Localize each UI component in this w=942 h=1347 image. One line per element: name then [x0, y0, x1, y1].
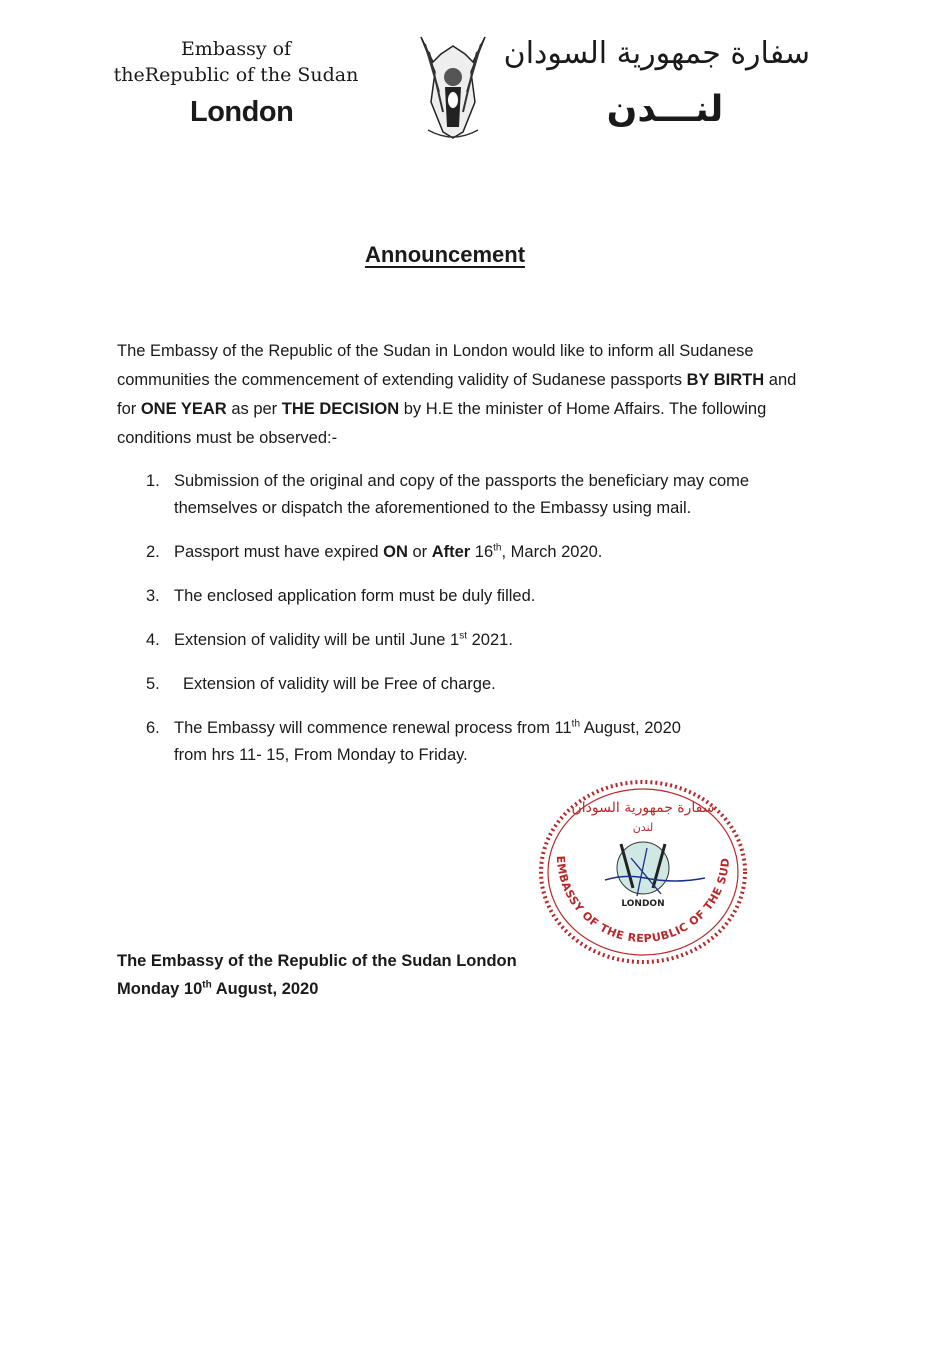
- footer-line1: The Embassy of the Republic of the Sudan London: [117, 952, 517, 970]
- condition-5: 5. Extension of validity will be Free of charge.: [146, 675, 496, 693]
- signature-block: [117, 947, 557, 1003]
- stamp-arabic: سفارة جمهورية السودان: [571, 800, 715, 816]
- letterhead-arabic: سفارة جمهورية السودان: [503, 36, 810, 71]
- condition-6: 6. The Embassy will commence renewal process from 11th August, 2020 from hrs 11- 15, From Monday to Friday.: [146, 718, 681, 764]
- embassy-stamp: [535, 778, 750, 968]
- announcement-body: [0, 337, 942, 1003]
- letterhead-line1: Embassy of: [180, 38, 292, 60]
- letterhead-city: London: [190, 96, 294, 128]
- letterhead-arabic-city: لنـــدن: [606, 89, 724, 130]
- condition-4: 4. Extension of validity will be until June 1st 2021.: [146, 630, 513, 649]
- condition-3: 3. The enclosed application form must be duly filled.: [146, 587, 536, 605]
- stamp-arabic-city: لندن: [632, 821, 654, 834]
- coat-of-arms-icon: [413, 32, 493, 142]
- letterhead-english: [90, 36, 382, 88]
- stamp-city: LONDON: [621, 899, 665, 909]
- footer-date: Monday 10th August, 2020: [117, 979, 319, 998]
- condition-2: 2. Passport must have expired ON or After 16th, March 2020.: [146, 542, 603, 561]
- intro-paragraph: The Embassy of the Republic of the Sudan in London would like to inform all Sudanese communities the commencement of extending validity of Sudanese passports BY BIRTH and for ONE YEAR as per THE DECISION by H.E the minister of Home Affairs. The following conditions must be observed:-: [117, 342, 797, 447]
- page-title: Announcement: [364, 242, 526, 267]
- stamp-ring-text: EMBASSY OF THE REPUBLIC OF THE SUD: [553, 855, 733, 946]
- letterhead-line2: theRepublic of the Sudan: [113, 64, 359, 86]
- condition-1: 1. Submission of the original and copy of the passports the beneficiary may come themselves or dispatch the aforementioned to the Embassy using mail.: [146, 472, 750, 517]
